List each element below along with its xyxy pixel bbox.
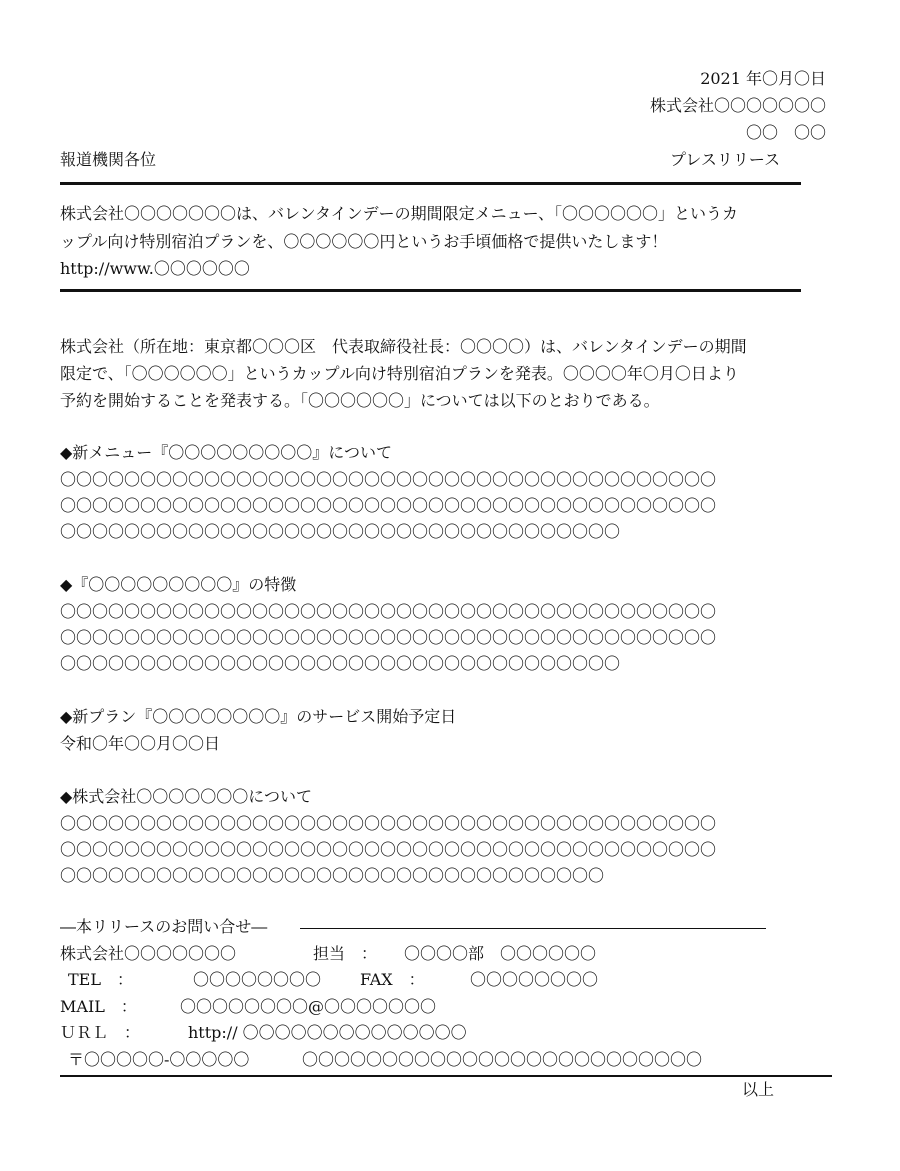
- issuer-company: 株式会社〇〇〇〇〇〇〇: [649, 96, 826, 115]
- contact-company: 株式会社〇〇〇〇〇〇〇: [60, 944, 237, 963]
- contact-fax-label: FAX ：: [360, 970, 425, 989]
- section-heading-features: ◆『〇〇〇〇〇〇〇〇〇』の特徴: [60, 575, 297, 594]
- document-type: プレスリリース: [670, 150, 781, 169]
- contact-mail-value: 〇〇〇〇〇〇〇〇@〇〇〇〇〇〇〇: [180, 997, 437, 1016]
- contact-postal-code: 〒〇〇〇〇〇-〇〇〇〇〇: [68, 1050, 250, 1069]
- contact-title-rule: [290, 928, 766, 929]
- contact-title: ―本リリースのお問い合せ―: [60, 917, 300, 937]
- headline-url: http://www.〇〇〇〇〇〇: [60, 259, 250, 278]
- intro-line-1: 株式会社（所在地：東京都〇〇〇区 代表取締役社長：〇〇〇〇）は、バレンタインデーの期間: [60, 337, 747, 356]
- addressee: 報道機関各位: [60, 150, 157, 169]
- section-company-line-1: 〇〇〇〇〇〇〇〇〇〇〇〇〇〇〇〇〇〇〇〇〇〇〇〇〇〇〇〇〇〇〇〇〇〇〇〇〇〇〇〇〇: [60, 814, 717, 833]
- headline-line-2: ップル向け特別宿泊プランを、〇〇〇〇〇〇円というお手頃価格で提供いたします！: [60, 232, 668, 251]
- intro-line-2: 限定で、「〇〇〇〇〇〇」というカップル向け特別宿泊プランを発表。〇〇〇〇年〇月〇日より: [60, 364, 739, 383]
- contact-person-value: 〇〇〇〇部 〇〇〇〇〇〇: [404, 944, 597, 963]
- section-features-line-3: 〇〇〇〇〇〇〇〇〇〇〇〇〇〇〇〇〇〇〇〇〇〇〇〇〇〇〇〇〇〇〇〇〇〇〇: [60, 654, 621, 673]
- headline-top-rule: [60, 182, 801, 185]
- section-new-menu-line-2: 〇〇〇〇〇〇〇〇〇〇〇〇〇〇〇〇〇〇〇〇〇〇〇〇〇〇〇〇〇〇〇〇〇〇〇〇〇〇〇〇〇: [60, 496, 717, 515]
- contact-tel-label: TEL ：: [68, 970, 133, 989]
- headline-line-1: 株式会社〇〇〇〇〇〇〇は、バレンタインデーの期間限定メニュー、「〇〇〇〇〇〇」というカ: [60, 204, 739, 223]
- contact-mail-label: MAIL ：: [60, 997, 137, 1016]
- issuer-person: 〇〇 〇〇: [745, 123, 826, 142]
- contact-url-label: ＵＲＬ ：: [60, 1023, 141, 1042]
- contact-tel-value: 〇〇〇〇〇〇〇〇: [193, 970, 322, 989]
- contact-address: 〇〇〇〇〇〇〇〇〇〇〇〇〇〇〇〇〇〇〇〇〇〇〇〇〇: [302, 1050, 703, 1069]
- intro-line-3: 予約を開始することを発表する。「〇〇〇〇〇〇」については以下のとおりである。: [60, 391, 660, 410]
- contact-url-value: http:// 〇〇〇〇〇〇〇〇〇〇〇〇〇〇: [188, 1023, 467, 1042]
- section-start-date-value: 令和〇年〇〇月〇〇日: [60, 734, 221, 753]
- section-new-menu-line-3: 〇〇〇〇〇〇〇〇〇〇〇〇〇〇〇〇〇〇〇〇〇〇〇〇〇〇〇〇〇〇〇〇〇〇〇: [60, 522, 621, 541]
- section-heading-company: ◆株式会社〇〇〇〇〇〇〇について: [60, 787, 312, 806]
- section-company-line-3: 〇〇〇〇〇〇〇〇〇〇〇〇〇〇〇〇〇〇〇〇〇〇〇〇〇〇〇〇〇〇〇〇〇〇: [60, 866, 605, 885]
- contact-bottom-rule: [60, 1075, 832, 1077]
- section-new-menu-line-1: 〇〇〇〇〇〇〇〇〇〇〇〇〇〇〇〇〇〇〇〇〇〇〇〇〇〇〇〇〇〇〇〇〇〇〇〇〇〇〇〇〇: [60, 470, 717, 489]
- section-heading-start-date: ◆新プラン『〇〇〇〇〇〇〇〇』のサービス開始予定日: [60, 707, 457, 726]
- section-features-line-2: 〇〇〇〇〇〇〇〇〇〇〇〇〇〇〇〇〇〇〇〇〇〇〇〇〇〇〇〇〇〇〇〇〇〇〇〇〇〇〇〇〇: [60, 628, 717, 647]
- section-heading-new-menu: ◆新メニュー『〇〇〇〇〇〇〇〇〇』について: [60, 443, 392, 462]
- section-features-line-1: 〇〇〇〇〇〇〇〇〇〇〇〇〇〇〇〇〇〇〇〇〇〇〇〇〇〇〇〇〇〇〇〇〇〇〇〇〇〇〇〇〇: [60, 602, 717, 621]
- section-company-line-2: 〇〇〇〇〇〇〇〇〇〇〇〇〇〇〇〇〇〇〇〇〇〇〇〇〇〇〇〇〇〇〇〇〇〇〇〇〇〇〇〇〇: [60, 840, 717, 859]
- contact-fax-value: 〇〇〇〇〇〇〇〇: [470, 970, 599, 989]
- contact-person-label: 担当 ：: [313, 944, 378, 963]
- closing-mark: 以上: [742, 1080, 775, 1099]
- release-date: 2021 年〇月〇日: [700, 69, 826, 88]
- headline-bottom-rule: [60, 289, 801, 292]
